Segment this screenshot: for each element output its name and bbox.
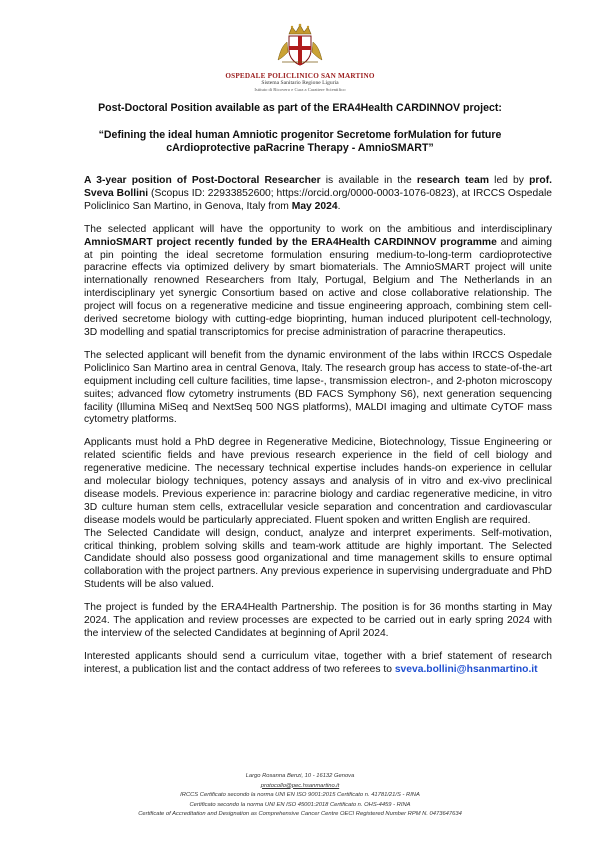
position-emphasis: A 3-year position of Post-Doctoral Researcher: [84, 175, 321, 186]
project-title-line-2: cArdioprotective paRacrine Therapy - AmnioSMART”: [166, 142, 434, 154]
p1-text-d: led by: [488, 175, 530, 186]
organization-subtitle: Sistema Sanitario Regione Liguria: [261, 80, 339, 86]
p7-text: Interested applicants should send a curriculum vitae, together with a brief statement of research interest, a publication list and the contact address of two referees to: [84, 650, 552, 675]
position-heading: Post-Doctoral Position available as part of the ERA4Health CARDINNOV project:: [98, 102, 502, 114]
footer-pec-email-link[interactable]: protocollo@pec.hsanmartino.it: [260, 782, 340, 789]
hospital-crest-logo: [272, 22, 328, 68]
paragraph-position: [84, 175, 552, 214]
document-body: [84, 175, 552, 687]
p1-text-b: is available in the: [320, 175, 417, 186]
start-date: May 2024: [291, 200, 338, 212]
organization-subtitle-2: Istituto di Ricovero e Cura a Carattere Scientifico: [254, 87, 346, 92]
letterhead: [0, 22, 600, 93]
paragraph-candidate: The Selected Candidate will design, conduct, analyze and interpret experiments. Self-motivation, critical thinking, problem solving skills and team-work attitude are highly important. The Selected Candidate should also possess good organizational and time management skills to ensure optimal collaboration with the project partners. Any previous experience in supervising undergraduate and PhD Students will be also valued.: [84, 527, 552, 591]
paragraph-application: [84, 651, 552, 677]
paragraph-requirements: Applicants must hold a PhD degree in Regenerative Medicine, Biotechnology, Tissue Engineering or related scientific fields and have previous research experience in the field of cell biology and regenerative medicine. The necessary technical expertise includes hands-on experience in cellular and molecular biology techniques, potency assays and analysis of in vitro and ex-vivo preclinical disease models. Previous experience in: paracrine biology and cardiac regenerative medicine, in vitro 3D culture human stem cells, extracellular vesicle separation and concentration and cardiovascular disease models would be particularly appreciated. Fluent spoken and written English are required.: [84, 437, 552, 526]
p1-text-f: (Scopus ID: 22933852600; https://orcid.org/0000-0003-1076-0823), at IRCCS Ospedale Policlinico San Martino, in Genova, Italy from: [84, 187, 552, 212]
p2-text-c: and aiming at pin pointing the ideal secretome formulation ensuring medium-to-long-term cardioprotective paracrine effects via optimized delivery by smart biomaterials. The AmnioSMART project will unite internationally renowned Researchers from Italy, Portugal, Belgium and The Netherlands in an interdisciplinary yet synergic Consortium based on active and close collaborative relationship. The project will focus on a regenerative medicine and tissue engineering approach, combining stem cell-derived secretome biology with cutting-edge bioprinting, human induced pluripotent cell-technology, 3D modelling and spatial transcriptomics for precise administration of paracrine therapeutics.: [84, 236, 552, 338]
footer-certification-1: IRCCS Certificato secondo la norma UNI EN ISO 9001:2015 Certificato n. 41781/21/S - RINA: [180, 792, 420, 798]
project-title: [40, 129, 560, 155]
paragraph-environment: The selected applicant will benefit from the dynamic environment of the labs within IRCCS Ospedale Policlinico San Martino area in central Genova, Italy. The research group has access to state-of-the-art equipment including cell culture facilities, time lapse-, transmission electron-, and 2-photon microscopy suites; advanced flow cytometry instruments (BD FACS Symphony S6), next generation sequencing facility (Illumina MiSeq and NextSeq 500 NGS platforms), MALDI imaging and ultimate CyTOF mass cytometry platforms.: [84, 349, 552, 426]
paragraph-project: [84, 224, 552, 340]
paragraph-funding: The project is funded by the ERA4Health Partnership. The position is for 36 months starting in May 2024. The application and review processes are expected to be carried out in early spring 2024 with the interview of the selected Candidates at beginning of April 2024.: [84, 602, 552, 639]
organization-name: OSPEDALE POLICLINICO SAN MARTINO: [225, 72, 375, 80]
footer-address: Largo Rosanna Benzi, 10 - 16132 Genova: [245, 773, 355, 779]
project-funding-emphasis: AmnioSMART project recently funded by the ERA4Health CARDINNOV programme: [84, 236, 497, 248]
footer-certification-2: Certificato secondo la norma UNI EN ISO 45001:2018 Certificato n. OHS-4459 - RINA: [189, 801, 411, 808]
contact-email-link[interactable]: sveva.bollini@hsanmartino.it: [394, 663, 538, 675]
research-team-emphasis: research team: [416, 175, 489, 186]
p1-text-h: .: [337, 200, 341, 212]
project-title-line-1: “Defining the ideal human Amniotic progenitor Secretome forMulation for future: [98, 129, 502, 141]
professor-name: prof. Sveva Bollini: [84, 175, 552, 199]
footer-certification-3: Certificate of Accreditation and Designation as Comprehensive Cancer Centre OECI Registered Number RPM N. 0473647634: [138, 811, 462, 817]
p2-text-a: The selected applicant will have the opportunity to work on the ambitious and interdisciplinary: [84, 223, 552, 235]
footer: [40, 772, 560, 820]
